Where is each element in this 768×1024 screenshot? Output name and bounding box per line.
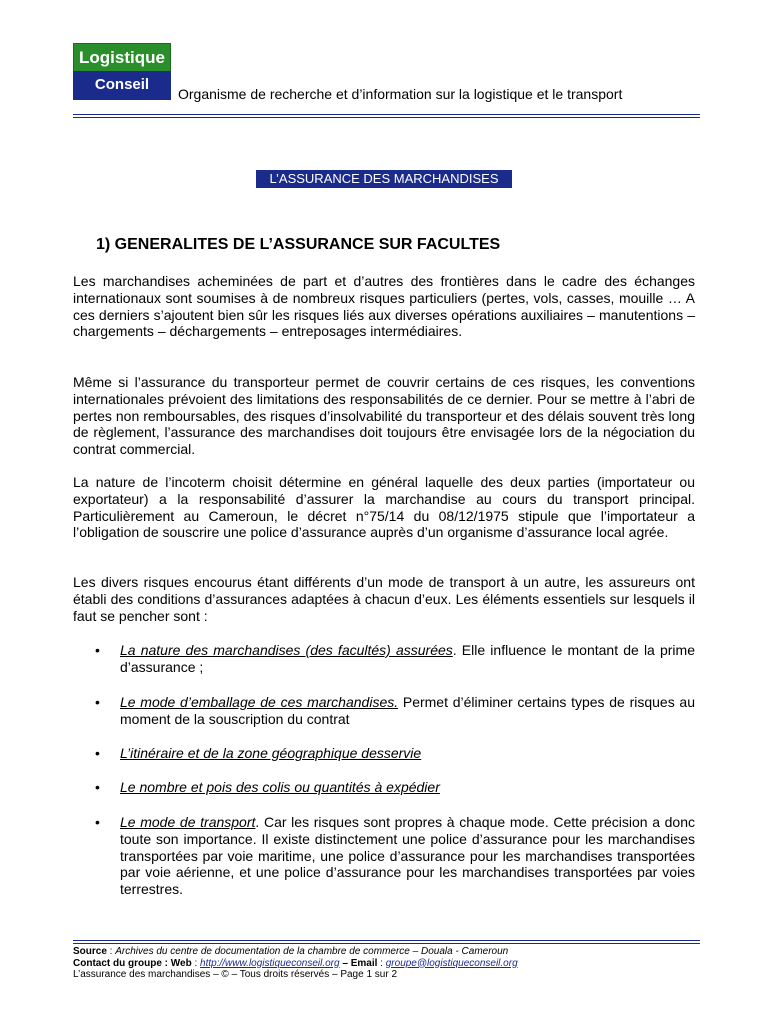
logo-line-1: Logistique xyxy=(73,43,171,71)
logo xyxy=(73,43,171,100)
contact-separator: : xyxy=(191,957,201,969)
list-item xyxy=(95,694,695,728)
contact-label: Contact du groupe : Web xyxy=(73,957,192,969)
list-item xyxy=(95,779,695,796)
list-item-title: Le nombre et pois des colis ou quantités à expédier xyxy=(120,779,440,795)
header-tagline: Organisme de recherche et d’information sur la logistique et le transport xyxy=(178,86,623,102)
paragraph-2: Même si l’assurance du transporteur permet de couvrir certains de ces risques, les conventions internationales prévoient des limitations des responsabilités de ce dernier. Pour se mettre à l’abri de pertes non remboursables, des risques d’insolvabilité du transporteur et des délais souvent très long de règlement, l’assurance des marchandises doit toujours être envisagée lors de la négociation du contrat commercial. xyxy=(73,374,695,458)
source-text: Archives du centre de documentation de la chambre de commerce – Douala - Cameroun xyxy=(115,946,509,957)
header-divider xyxy=(73,114,700,118)
email-separator: : xyxy=(377,957,386,969)
bullet-icon: • xyxy=(95,642,100,658)
list-item-title: Le mode de transport xyxy=(120,814,256,830)
footer-divider xyxy=(73,940,700,944)
footer-contact-line xyxy=(73,958,518,970)
paragraph-1: Les marchandises acheminées de part et d’autres des frontières dans le cadre des échanges internationaux sont soumises à de nombreux risques particuliers (pertes, vols, casses, mouille … A ces derniers s’ajoutent bien sûr les risques liés aux diverses opérations auxiliaires – manutentions – chargements – déchargements – entreposages intermédiaires. xyxy=(73,273,695,340)
email-link[interactable]: groupe@logistiqueconseil.org xyxy=(385,957,518,969)
list-item xyxy=(95,814,695,898)
source-label: Source xyxy=(73,946,107,957)
list-item-text: . Elle influence le montant de la prime d’assurance ; xyxy=(120,642,695,675)
footer xyxy=(73,946,518,981)
source-separator: : xyxy=(106,946,116,957)
bullet-icon: • xyxy=(95,814,100,830)
footer-page-info: L’assurance des marchandises – © – Tous droits réservés – Page 1 sur 2 xyxy=(73,969,398,980)
bullet-icon: • xyxy=(95,779,100,795)
list-item-text: Permet d’éliminer certains types de risques au moment de la souscription du contrat xyxy=(120,694,695,727)
footer-source-line xyxy=(73,946,518,958)
list-item xyxy=(95,745,695,762)
list-item-title: L’itinéraire et de la zone géographique desservie xyxy=(120,745,422,761)
bullet-icon: • xyxy=(95,745,100,761)
list-item xyxy=(95,642,695,676)
logo-line-2: Conseil xyxy=(73,71,171,100)
document-title: L’ASSURANCE DES MARCHANDISES xyxy=(256,170,512,188)
list-item-text: . Car les risques sont propres à chaque mode. Cette précision a donc toute son importance. Il existe distinctement une police d’assurance pour les marchandises transportées par voie maritime, une police d’assurance pour les marchandises transportées par voie aérienne, et une police d’assurance pour les marchandises transportées par voies terrestres. xyxy=(120,814,695,898)
paragraph-3: La nature de l’incoterm choisit détermine en général laquelle des deux parties (importateur ou exportateur) a la responsabilité d’assurer la marchandise au cours du transport principal. Particulièrement au Cameroun, le décret n°75/14 du 08/12/1975 stipule que l’importateur a l’obligation de souscrire une police d’assurance auprès d’un organisme d’assurance local agrée. xyxy=(73,474,695,541)
bullet-icon: • xyxy=(95,694,100,710)
list-item-title: La nature des marchandises (des facultés) assurées xyxy=(120,642,453,658)
email-label: – Email xyxy=(339,957,378,969)
list-item-title: Le mode d’emballage de ces marchandises. xyxy=(120,694,399,710)
section-heading: 1) GENERALITES DE L’ASSURANCE SUR FACULTES xyxy=(96,236,501,253)
website-link[interactable]: http://www.logistiqueconseil.org xyxy=(200,957,340,969)
paragraph-4: Les divers risques encourus étant différents d’un mode de transport à un autre, les assureurs ont établi des conditions d’assurances adaptées à chacun d’eux. Les éléments essentiels sur lesquels il faut se pencher sont : xyxy=(73,574,695,624)
